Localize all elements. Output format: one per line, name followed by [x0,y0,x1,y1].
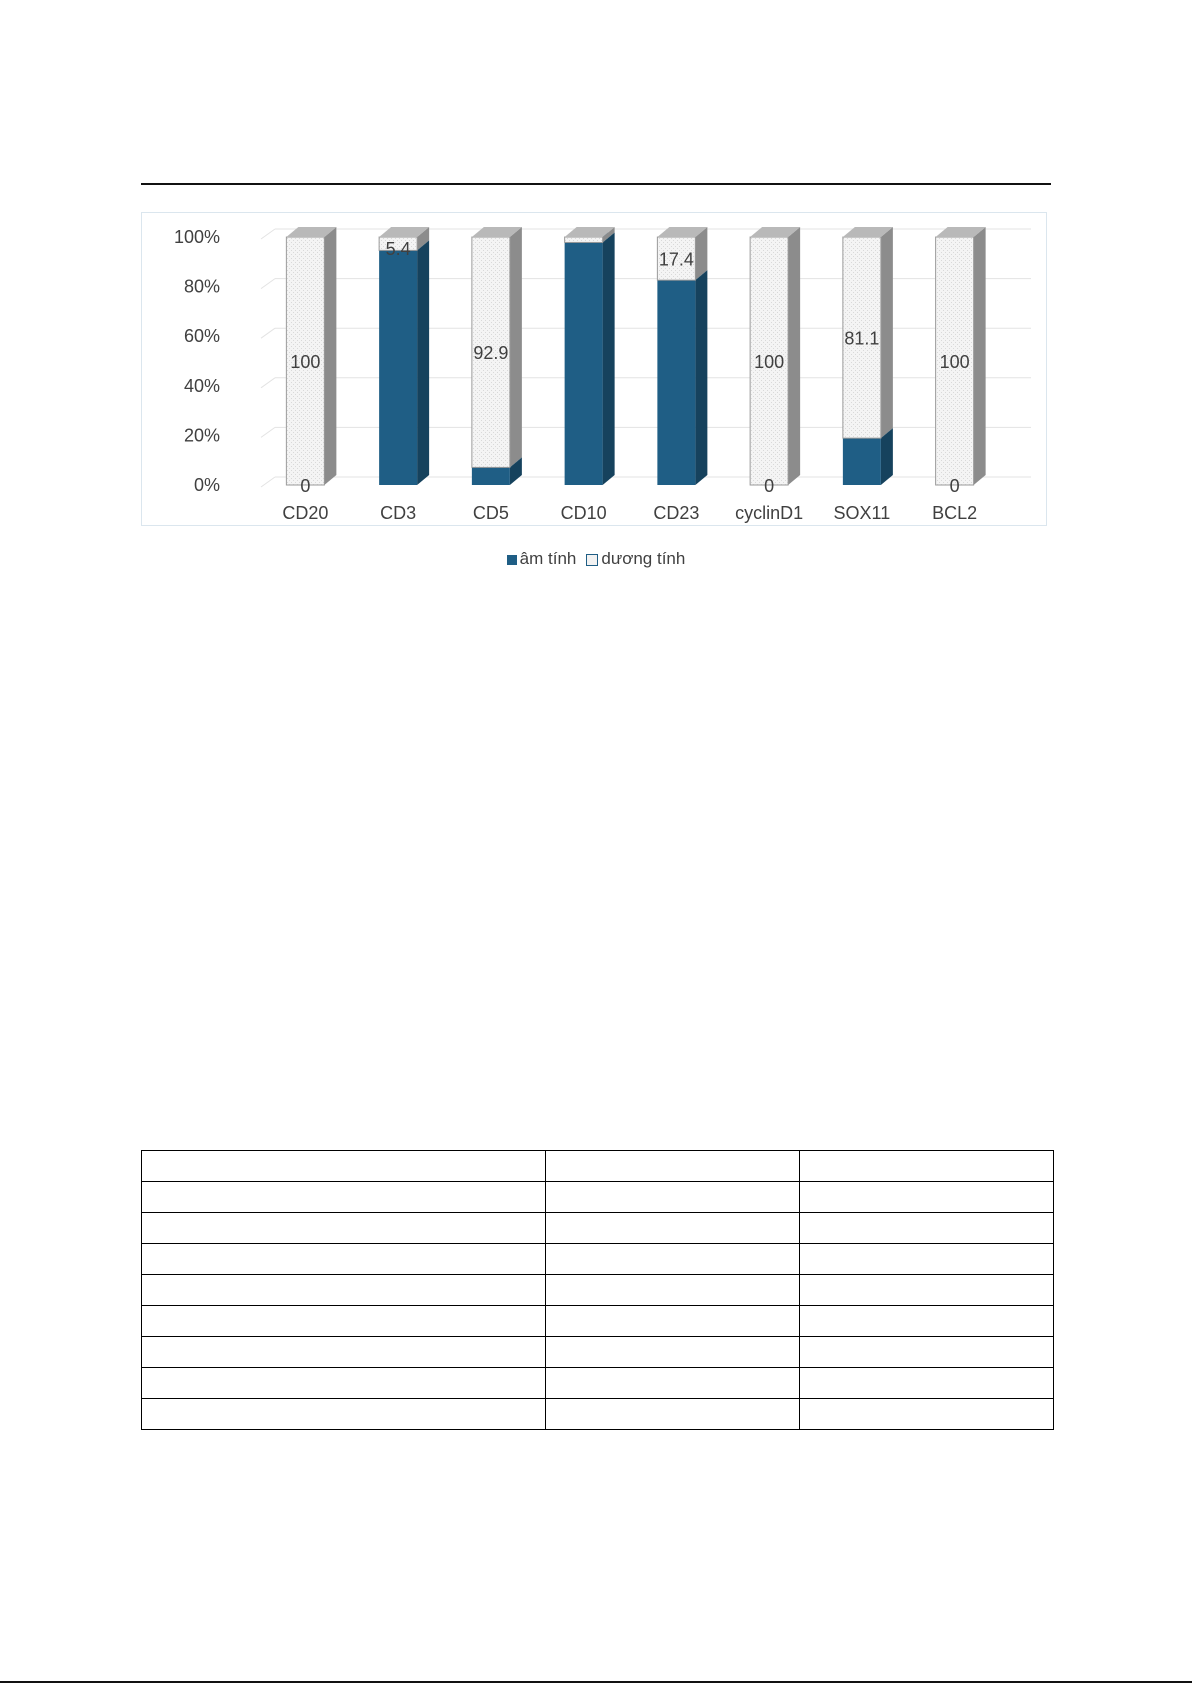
table-row [142,1213,1054,1244]
bar-segment [472,467,510,485]
x-tick-label: cyclinD1 [735,503,804,523]
bar-segment [657,280,695,485]
data-label: 100 [939,352,970,372]
table-cell [800,1306,1054,1337]
table-cell [546,1151,800,1182]
y-tick-label: 100% [173,227,220,247]
table-row [142,1244,1054,1275]
table-row [142,1275,1054,1306]
data-label: 0 [300,476,311,496]
bar-segment [565,242,603,485]
table-cell [546,1213,800,1244]
table-cell [142,1182,546,1213]
bar-side [974,227,986,485]
legend-swatch [507,555,517,565]
y-tick-label: 60% [183,326,220,347]
table-cell [800,1337,1054,1368]
table-cell [142,1151,546,1182]
table-cell [142,1244,546,1275]
table-cell [142,1399,546,1430]
legend-item [586,549,685,569]
data-label: 100 [290,352,321,372]
table-cell [546,1244,800,1275]
data-table [141,1150,1054,1430]
table-cell [142,1368,546,1399]
gridline-diagonal [261,229,275,239]
x-tick-label: CD5 [472,503,509,523]
gridline-diagonal [261,279,275,289]
gridline-diagonal [261,378,275,388]
table-cell [546,1182,800,1213]
legend-swatch [586,554,598,566]
bar-side [881,428,893,485]
data-label: 92.9 [473,343,509,364]
table-cell [800,1399,1054,1430]
table-cell [142,1213,546,1244]
gridline-diagonal [261,477,275,487]
bar-side [881,227,893,438]
y-tick-label: 20% [183,425,220,446]
table-cell [800,1151,1054,1182]
x-tick-label: CD10 [560,503,607,523]
gridline-diagonal [261,427,275,437]
table-row [142,1368,1054,1399]
table-cell [546,1399,800,1430]
chart-legend [0,549,1192,569]
x-tick-label: BCL2 [932,503,978,523]
bar-side [603,232,615,485]
x-tick-label: CD23 [653,503,700,523]
gridline-diagonal [261,328,275,338]
top-rule [141,183,1051,185]
data-label: 5.4 [385,239,411,259]
table-row [142,1306,1054,1337]
data-label: 17.4 [658,249,694,270]
data-label: 81.1 [844,328,880,349]
x-tick-label: CD20 [282,503,329,523]
legend-item [507,549,577,569]
bar-side [788,227,800,485]
table-row [142,1182,1054,1213]
table-row [142,1151,1054,1182]
data-label: 100 [754,352,785,372]
table-cell [142,1275,546,1306]
table-cell [800,1368,1054,1399]
y-tick-label: 0% [193,475,220,495]
stacked-bar-chart [141,212,1051,532]
bar-side [510,227,522,467]
table-cell [546,1275,800,1306]
table-cell [800,1244,1054,1275]
x-tick-label: CD3 [380,503,417,523]
bar-side [324,227,336,485]
table-cell [546,1368,800,1399]
table-row [142,1337,1054,1368]
table-cell [142,1337,546,1368]
table-cell [800,1275,1054,1306]
bar-segment [379,250,417,485]
table-cell [546,1306,800,1337]
bar-segment [843,438,881,485]
x-tick-label: SOX11 [833,503,891,523]
data-label: 0 [949,476,960,496]
bar-side [417,240,429,485]
legend-label: âm tính [519,549,577,568]
table-cell [142,1306,546,1337]
bar-side [695,270,707,485]
table-cell [546,1337,800,1368]
legend-label: dương tính [601,549,686,568]
table-cell [800,1213,1054,1244]
bar-segment [565,237,603,242]
table-cell [800,1182,1054,1213]
bottom-rule [0,1681,1192,1683]
table-row [142,1399,1054,1430]
y-tick-label: 80% [183,276,220,297]
data-label: 0 [764,476,775,496]
y-tick-label: 40% [183,375,220,396]
